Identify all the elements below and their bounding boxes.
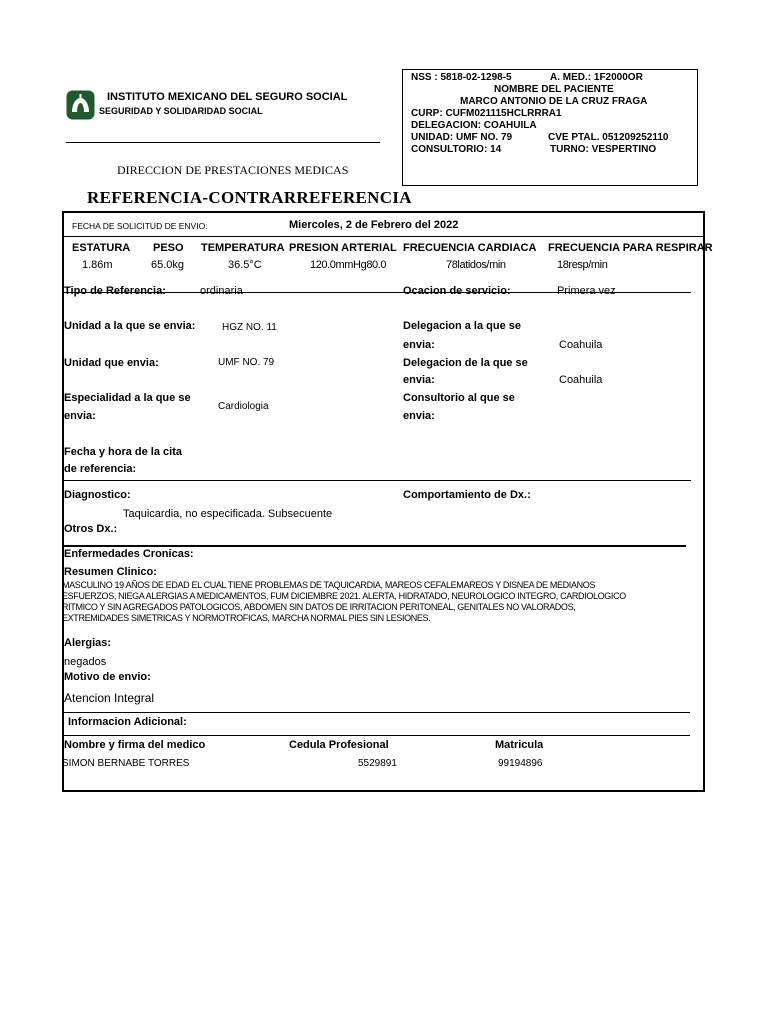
consultorio-label-1: Consultorio al que se <box>403 392 515 404</box>
consultorio-label-2: envia: <box>403 410 435 422</box>
institution-subtitle: SEGURIDAD Y SOLIDARIDAD SOCIAL <box>99 106 263 116</box>
medico-value: SIMON BERNABE TORRES <box>62 758 190 769</box>
fecha-cita-label-1: Fecha y hora de la cita <box>64 446 182 458</box>
consultorio: CONSULTORIO: 14 <box>411 144 502 155</box>
resumen-line: MASCULINO 19 AÑOS DE EDAD EL CUAL TIENE PROBLEMAS DE TAQUICARDIA, MAREOS CEFALEMAREOS Y DISNEA DE MEDIANOS <box>62 580 596 590</box>
page-title: REFERENCIA-CONTRARREFERENCIA <box>87 188 412 207</box>
delegacion-envia-label-2: envia: <box>403 339 435 351</box>
vital-header-frecuencia-cardiaca: FRECUENCIA CARDIACA <box>403 242 537 254</box>
cve-ptal: CVE PTAL. 051209252110 <box>548 132 669 143</box>
imss-logo-icon <box>66 90 95 120</box>
diagnostico-label: Diagnostico: <box>64 489 131 501</box>
especialidad-label-1: Especialidad a la que se <box>64 392 191 404</box>
unidad-que-envia-label: Unidad que envia: <box>64 357 159 369</box>
fecha-solicitud-value: Miercoles, 2 de Febrero del 2022 <box>289 219 459 231</box>
ocacion-servicio-label: Ocacion de servicio: <box>403 285 511 297</box>
fecha-solicitud-label: FECHA DE SOLICITUD DE ENVIO: <box>72 221 208 231</box>
vital-header-presion: PRESION ARTERIAL <box>289 242 397 254</box>
alergias-label: Alergias: <box>64 637 112 649</box>
unidad-envia-label: Unidad a la que se envia: <box>64 320 196 332</box>
tipo-referencia-value: ordinaria <box>200 285 243 297</box>
delegacion: DELEGACION: COAHUILA <box>411 120 537 131</box>
medico-label: Nombre y firma del medico <box>64 739 206 751</box>
resumen-line: RITMICO Y SIN AGREGADOS PATOLOGICOS, ABDOMEN SIN DATOS DE IRRITACION PERITONEAL, GENITALES NO VALORADOS, <box>62 602 576 612</box>
delegacion-envia-label-1: Delegacion a la que se <box>403 320 521 332</box>
resumen-clinico-label: Resumen Clinico: <box>64 566 157 578</box>
divider <box>64 735 690 736</box>
especialidad-label-2: envia: <box>64 410 96 422</box>
vital-frecuencia-cardiaca: 78latidos/min <box>446 259 506 271</box>
vital-presion: 120.0mmHg80.0 <box>310 259 387 271</box>
patient-name: MARCO ANTONIO DE LA CRUZ FRAGA <box>460 96 648 107</box>
matricula-label: Matricula <box>495 739 544 751</box>
delegacion-que-envia-value: Coahuila <box>559 374 603 386</box>
delegacion-que-envia-label-1: Delegacion de la que se <box>403 357 528 369</box>
vital-header-temperatura: TEMPERATURA <box>201 242 285 254</box>
cedula-value: 5529891 <box>358 758 397 769</box>
comportamiento-label: Comportamiento de Dx.: <box>403 489 531 501</box>
vital-header-peso: PESO <box>153 242 184 254</box>
divider <box>64 545 686 547</box>
direction-title: DIRECCION DE PRESTACIONES MEDICAS <box>117 163 349 177</box>
matricula-value: 99194896 <box>498 758 543 769</box>
divider <box>64 712 690 713</box>
patient-name-label: NOMBRE DEL PACIENTE <box>494 84 614 95</box>
informacion-adicional-label: Informacion Adicional: <box>68 716 187 728</box>
vital-frecuencia-respirar: 18resp/min <box>557 259 608 271</box>
vital-header-estatura: ESTATURA <box>72 242 131 254</box>
tipo-referencia-label: Tipo de Referencia: <box>64 285 166 297</box>
institution-name: INSTITUTO MEXICANO DEL SEGURO SOCIAL <box>107 91 348 103</box>
motivo-label: Motivo de envio: <box>64 671 151 683</box>
diagnostico-value: Taquicardia, no especificada. Subsecuente <box>123 508 333 520</box>
vital-estatura: 1.86m <box>82 259 113 271</box>
curp: CURP: CUFM021115HCLRRRA1 <box>411 108 562 119</box>
alergias-value: negados <box>64 656 107 668</box>
unidad: UNIDAD: UMF NO. 79 <box>411 132 513 143</box>
nss: NSS : 5818-02-1298-5 <box>411 72 512 83</box>
especialidad-value: Cardiologia <box>218 401 269 412</box>
turno: TURNO: VESPERTINO <box>550 144 657 155</box>
a-med: A. MED.: 1F2000OR <box>550 72 643 83</box>
unidad-que-envia-value: UMF NO. 79 <box>218 357 275 368</box>
enfermedades-cronicas-label: Enfermedades Cronicas: <box>64 548 194 560</box>
delegacion-envia-value: Coahuila <box>559 339 603 351</box>
resumen-line: ESFUERZOS, NIEGA ALERGIAS A MEDICAMENTOS, FUM DICIEMBRE 2021. ALERTA, HIDRATADO, NEUROLOGICO INTEGRO, CARDIOLOGICO <box>62 591 626 601</box>
unidad-envia-value: HGZ NO. 11 <box>222 322 277 333</box>
header-divider <box>66 142 380 143</box>
divider <box>64 236 704 237</box>
cedula-label: Cedula Profesional <box>289 739 389 751</box>
vital-header-frecuencia-respirar: FRECUENCIA PARA RESPIRAR <box>548 242 713 254</box>
divider <box>64 480 691 481</box>
fecha-cita-label-2: de referencia: <box>64 463 137 475</box>
referral-form <box>62 211 705 792</box>
resumen-line: EXTREMIDADES SIMETRICAS Y NORMOTROFICAS, MARCHA NORMAL PIES SIN LESIONES. <box>62 613 431 623</box>
vital-temperatura: 36.5°C <box>228 259 262 271</box>
divider <box>64 292 691 293</box>
delegacion-que-envia-label-2: envia: <box>403 374 435 386</box>
motivo-value: Atencion Integral <box>64 691 155 705</box>
ocacion-servicio-value: Primera vez <box>557 285 616 297</box>
otros-dx-label: Otros Dx.: <box>64 523 118 535</box>
vital-peso: 65.0kg <box>151 259 185 271</box>
